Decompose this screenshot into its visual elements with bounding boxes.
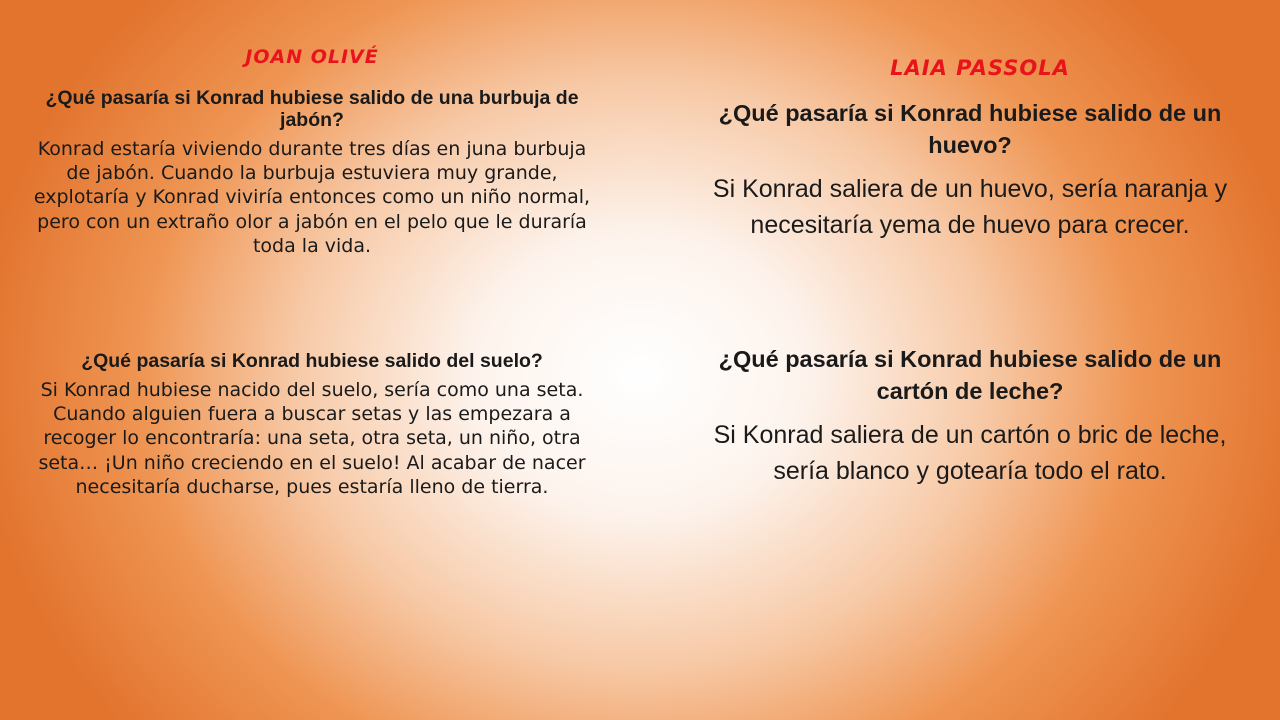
- author-left: JOAN OLIVÉ: [245, 46, 379, 68]
- answer-bubble: Konrad estaría viviendo durante tres días en juna burbuja de jabón. Cuando la burbuja estuviera muy grande, explotaría y Konrad viviría entonces como un niño normal, pero con un extraño olor a jabón en el pelo que le duraría toda la vida.: [33, 138, 591, 257]
- question-ground: ¿Qué pasaría si Konrad hubiese salido del suelo?: [81, 350, 543, 372]
- answer-egg: Si Konrad saliera de un huevo, sería naranja y necesitaría yema de huevo para crecer.: [712, 175, 1228, 239]
- answer-ground: Si Konrad hubiese nacido del suelo, sería como una seta. Cuando alguien fuera a buscar setas y las empezara a recoger lo encontraría: una seta, otra seta, un niño, otra seta… ¡Un niño creciendo en el suelo! Al acabar de nacer necesitaría ducharse, pues estaría lleno de tierra.: [38, 379, 586, 498]
- question-egg: ¿Qué pasaría si Konrad hubiese salido de un huevo?: [718, 100, 1222, 158]
- left-block-2: [32, 350, 592, 499]
- answer-milk: Si Konrad saliera de un cartón o bric de leche, sería blanco y gotearía todo el rato.: [713, 421, 1227, 485]
- left-block-1: [32, 87, 592, 258]
- author-right: LAIA PASSOLA: [890, 56, 1070, 80]
- right-block-1: [700, 97, 1240, 243]
- question-milk: ¿Qué pasaría si Konrad hubiese salido de un cartón de leche?: [718, 346, 1222, 404]
- right-block-2: [700, 343, 1240, 489]
- question-bubble: ¿Qué pasaría si Konrad hubiese salido de una burbuja de jabón?: [45, 87, 579, 131]
